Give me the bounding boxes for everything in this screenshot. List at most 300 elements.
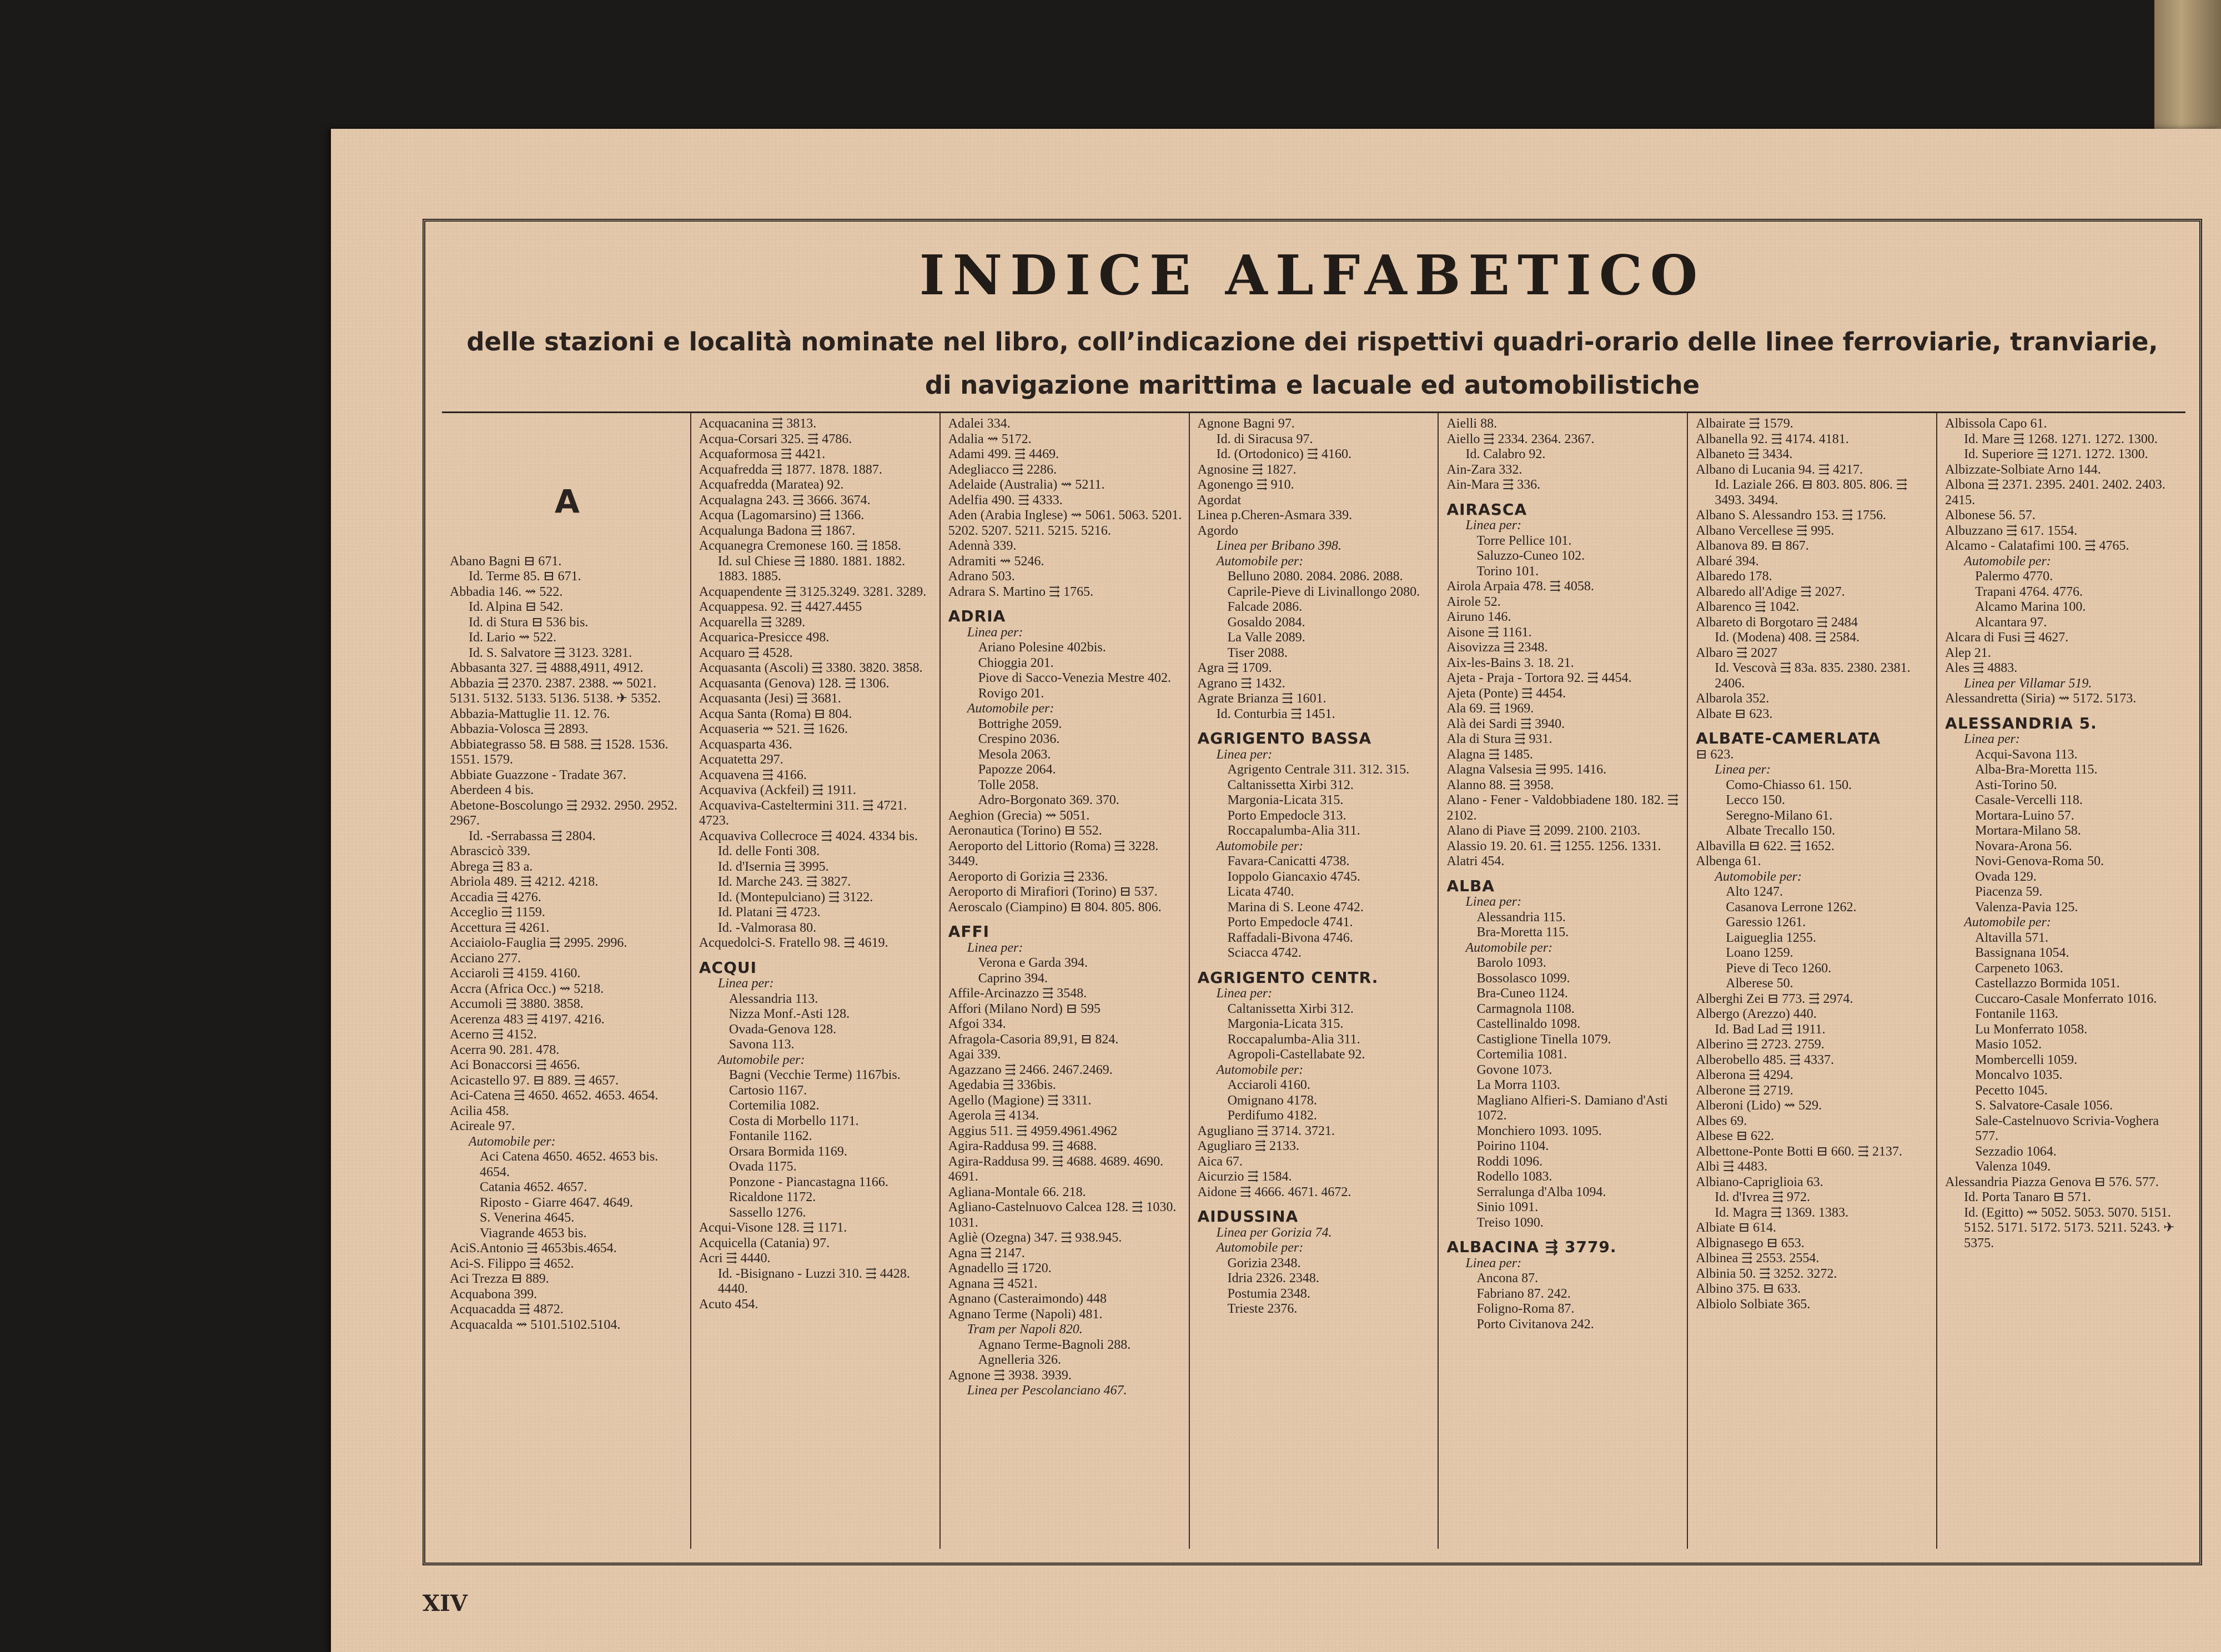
index-entry: Aicurzio ⇶ 1584. [1197, 1169, 1292, 1184]
route-entry: Mombercelli 1059. [1975, 1052, 2078, 1067]
route-entry: Novi-Genova-Roma 50. [1975, 854, 2104, 868]
route-entry: Catania 4652. 4657. [480, 1180, 587, 1194]
index-entry: Agordat [1197, 493, 1242, 508]
route-entry: Mortara-Luino 57. [1975, 808, 2074, 823]
route-entry: Piacenza 59. [1975, 885, 2043, 899]
index-entry: Albano Vercellese ⇶ 995. [1696, 523, 1835, 538]
index-entry: Agliè (Ozegna) 347. ⇶ 938.945. [948, 1231, 1122, 1245]
route-entry: Porto Empedocle 313. [1227, 808, 1346, 823]
index-entry: Albissola Capo 61. [1945, 416, 2047, 431]
route-entry: Agnelleria 326. [978, 1353, 1062, 1367]
index-entry: Acicastello 97. ⊟ 889. ⇶ 4657. [450, 1073, 619, 1088]
index-entry: Id. Porta Tanaro ⊟ 571. [1964, 1190, 2091, 1204]
index-entry: Abbazia-Volosca ⇶ 2893. [450, 722, 589, 736]
route-entry: Bagni (Vecchie Terme) 1167bis. [728, 1068, 901, 1082]
index-entry: Acquarella ⇶ 3289. [699, 615, 806, 630]
index-column [442, 413, 691, 1549]
index-entry: Adalia ⇝ 5172. [948, 431, 1032, 446]
sub-label: Linea per Villamar 519. [1964, 676, 2092, 691]
index-entry: Alatri 454. [1446, 854, 1505, 868]
sub-label: Automobile per: [469, 1134, 556, 1149]
index-entry: Albi ⇶ 4483. [1696, 1159, 1768, 1174]
index-entry: Acquaro ⇶ 4528. [699, 645, 793, 660]
route-entry: Falcade 2086. [1227, 600, 1303, 614]
index-entry: Id. d'Ivrea ⇶ 972. [1715, 1190, 1811, 1204]
index-entry: Albanella 92. ⇶ 4174. 4181. [1696, 431, 1849, 446]
route-entry: Acqui-Savona 113. [1975, 747, 2078, 762]
index-entry: Id. (Ortodonico) ⇶ 4160. [1216, 447, 1351, 461]
route-entry: Valenza-Pavia 125. [1975, 900, 2078, 915]
route-entry: Costa di Morbello 1171. [728, 1113, 859, 1128]
route-entry: Sale-Castelnuovo Scrivia-Voghera 577. [1975, 1113, 2159, 1143]
sub-label: Automobile per: [1964, 915, 2051, 930]
sub-label: Automobile per: [1216, 554, 1304, 569]
route-entry: Acciaroli 4160. [1227, 1078, 1310, 1092]
sub-label: Linea per: [1216, 747, 1273, 762]
index-entry: Acqua Santa (Roma) ⊟ 804. [699, 706, 852, 721]
route-entry: Savona 113. [728, 1037, 795, 1052]
index-entry: Airola Arpaia 478. ⇶ 4058. [1446, 579, 1594, 594]
route-entry: Roccapalumba-Alia 311. [1227, 824, 1360, 838]
index-entry: Id. sul Chiese ⇶ 1880. 1881. 1882. 1883. 1885. [717, 554, 906, 584]
index-entry: Aeroporto del Littorio (Roma) ⇶ 3228. 3449. [948, 838, 1159, 868]
route-entry: Saluzzo-Cuneo 102. [1476, 549, 1585, 563]
sub-label: Automobile per: [967, 701, 1054, 716]
index-entry: Agira-Raddusa 99. ⇶ 4688. [948, 1139, 1097, 1153]
index-entry: Abriola 489. ⇶ 4212. 4218. [450, 875, 599, 889]
sub-label: Automobile per: [1964, 554, 2051, 569]
index-entry: Acquicella (Catania) 97. [699, 1236, 830, 1251]
index-entry: Aisone ⇶ 1161. [1446, 625, 1532, 640]
index-entry: Aci Trezza ⊟ 889. [450, 1272, 549, 1286]
index-entry: Acquapendente ⇶ 3125.3249. 3281. 3289. [699, 584, 927, 599]
route-entry: Cortemilia 1081. [1476, 1047, 1567, 1062]
index-entry: Albonese 56. 57. [1945, 508, 2036, 523]
index-entry: Acquavena ⇶ 4166. [699, 767, 807, 782]
index-entry: Adami 499. ⇶ 4469. [948, 447, 1059, 461]
index-entry: Acerra 90. 281. 478. [450, 1042, 560, 1057]
index-entry: Accadia ⇶ 4276. [450, 890, 541, 905]
index-entry: Agonengo ⇶ 910. [1197, 478, 1294, 492]
index-entry: Acquafredda (Maratea) 92. [699, 478, 844, 492]
index-entry: Acqualagna 243. ⇶ 3666. 3674. [699, 493, 871, 508]
index-entry: Albuzzano ⇶ 617. 1554. [1945, 523, 2078, 538]
index-entry: Acerno ⇶ 4152. [450, 1027, 537, 1042]
sub-label: Linea per: [1465, 1256, 1522, 1271]
route-entry: Barolo 1093. [1476, 956, 1546, 970]
route-entry: Margonia-Licata 315. [1227, 1017, 1344, 1031]
index-entry: Ales ⇶ 4883. [1945, 661, 2018, 675]
index-column [1439, 413, 1688, 1549]
index-entry: Aica 67. [1197, 1154, 1243, 1169]
route-entry: Alberese 50. [1726, 976, 1793, 991]
index-column [941, 413, 1190, 1549]
index-entry: Albiano-Capriglioia 63. [1696, 1174, 1823, 1189]
route-entry: Novara-Arona 56. [1975, 838, 2072, 853]
index-entry: Aiello ⇶ 2334. 2364. 2367. [1446, 431, 1595, 446]
route-entry: Orsara Bormida 1169. [728, 1144, 847, 1159]
sub-label: Linea per: [1715, 762, 1771, 777]
index-entry: Acqualunga Badona ⇶ 1867. [699, 523, 856, 538]
index-entry: Agedabia ⇶ 336bis. [948, 1078, 1056, 1092]
index-entry: Albanova 89. ⊟ 867. [1696, 539, 1809, 553]
index-entry: Albona ⇶ 2371. 2395. 2401. 2402. 2403. 2415. [1945, 478, 2165, 508]
route-entry: Caprino 394. [978, 971, 1048, 986]
sub-label: Linea per: [717, 976, 774, 991]
index-entry: Acquacadda ⇶ 4872. [450, 1302, 564, 1317]
index-entry: Albareto di Borgotaro ⇶ 2484 [1696, 615, 1858, 630]
sub-label: Automobile per: [717, 1052, 805, 1067]
route-entry: Ancona 87. [1476, 1271, 1539, 1286]
route-entry: Castellinaldo 1098. [1476, 1017, 1581, 1031]
index-entry: Alcara di Fusi ⇶ 4627. [1945, 630, 2069, 645]
index-entry: Id. Calabro 92. [1465, 447, 1546, 461]
index-entry: Id. -Bisignano - Luzzi 310. ⇶ 4428. 4440. [717, 1266, 910, 1296]
index-entry: Alberona ⇶ 4294. [1696, 1068, 1793, 1082]
route-entry: Torino 101. [1476, 564, 1539, 579]
sub-label: Linea per: [1465, 518, 1522, 533]
route-entry: Adro-Borgonato 369. 370. [978, 793, 1119, 807]
index-entry: Ain-Zara 332. [1446, 462, 1522, 477]
route-entry: Nizza Monf.-Asti 128. [728, 1007, 850, 1021]
index-entry: Agnosine ⇶ 1827. [1197, 462, 1297, 477]
city-heading: AGRIGENTO CENTR. [1197, 968, 1379, 987]
route-entry: Bossolasco 1099. [1476, 971, 1570, 986]
index-entry: Agugliano ⇶ 3714. 3721. [1197, 1123, 1335, 1138]
index-entry: Abbadia 146. ⇝ 522. [450, 584, 563, 599]
index-entry: Albergo (Arezzo) 440. [1696, 1007, 1817, 1021]
index-entry: Albaro ⇶ 2027 [1696, 645, 1778, 660]
route-entry: Como-Chiasso 61. 150. [1726, 777, 1852, 792]
sub-label: Automobile per: [1216, 838, 1304, 853]
city-heading: AFFI [948, 922, 990, 941]
index-entry: Alberobello 485. ⇶ 4337. [1696, 1052, 1835, 1067]
index-entry: Id. Magra ⇶ 1369. 1383. [1715, 1205, 1849, 1220]
route-entry: Caltanissetta Xirbi 312. [1227, 1001, 1354, 1016]
index-entry: Abbazia-Mattuglie 11. 12. 76. [450, 706, 610, 721]
index-entry: Ajeta - Praja - Tortora 92. ⇶ 4454. [1446, 671, 1632, 685]
index-entry: Acilia 458. [450, 1103, 509, 1118]
index-entry: Acciaiolo-Fauglia ⇶ 2995. 2996. [450, 936, 627, 950]
route-entry: Pecetto 1045. [1975, 1083, 2048, 1098]
route-entry: Ovada 1175. [728, 1159, 797, 1174]
sub-label: Automobile per: [1715, 869, 1802, 884]
index-entry: Id. Laziale 266. ⊟ 803. 805. 806. ⇶ 3493. 3494. [1715, 478, 1908, 508]
route-entry: Crespino 2036. [978, 732, 1060, 746]
index-entry: Id. delle Fonti 308. [717, 844, 820, 858]
index-entry: Albaredo 178. [1696, 569, 1772, 584]
index-entry: Albate ⊟ 623. [1696, 706, 1773, 721]
index-entry: Alberghi Zei ⊟ 773. ⇶ 2974. [1696, 991, 1853, 1006]
index-entry: Acquappesa. 92. ⇶ 4427.4455 [699, 600, 862, 614]
route-entry: Tiser 2088. [1227, 645, 1288, 660]
route-entry: Agnano Terme-Bagnoli 288. [978, 1337, 1131, 1352]
index-entry: Agello (Magione) ⇶ 3311. [948, 1093, 1092, 1108]
route-entry: Alcamo Marina 100. [1975, 600, 2086, 614]
index-entry: Acquedolci-S. Fratello 98. ⇶ 4619. [699, 936, 888, 950]
index-entry: Aci Bonaccorsi ⇶ 4656. [450, 1058, 580, 1072]
city-heading: ACQUI [699, 958, 757, 977]
route-entry: Piove di Sacco-Venezia Mestre 402. [978, 671, 1171, 685]
index-entry: Albino 375. ⊟ 633. [1696, 1282, 1801, 1296]
index-entry: Aberdeen 4 bis. [450, 783, 534, 797]
route-entry: Ariano Polesine 402bis. [978, 640, 1106, 655]
index-entry: Aggius 511. ⇶ 4959.4961.4962 [948, 1123, 1118, 1138]
index-entry: Acquatetta 297. [699, 752, 783, 767]
index-entry: Id. Vescovà ⇶ 83a. 835. 2380. 2381. 2406. [1715, 661, 1911, 691]
index-entry: Id. Marche 243. ⇶ 3827. [717, 875, 851, 889]
index-entry: Agrate Brianza ⇶ 1601. [1197, 691, 1326, 706]
route-entry: Fontanile 1163. [1975, 1007, 2058, 1021]
city-heading: AIRASCA [1446, 500, 1527, 519]
index-entry: Ain-Mara ⇶ 336. [1446, 478, 1541, 492]
index-entry: Agnano Terme (Napoli) 481. [948, 1307, 1103, 1322]
index-entry: Adramiti ⇝ 5246. [948, 554, 1044, 569]
index-entry: Ajeta (Ponte) ⇶ 4454. [1446, 686, 1566, 701]
route-entry: Porto Empedocle 4741. [1227, 915, 1353, 930]
index-entry: Agliano-Castelnuovo Calcea 128. ⇶ 1030. 1031. [948, 1200, 1177, 1230]
route-entry: Margonia-Licata 315. [1227, 793, 1344, 807]
index-entry: Acquasanta (Jesi) ⇶ 3681. [699, 691, 841, 706]
index-entry: Acciaroli ⇶ 4159. 4160. [450, 966, 581, 981]
index-entry: Alessandretta (Siria) ⇝ 5172. 5173. [1945, 691, 2137, 706]
index-entry: Albinea ⇶ 2553. 2554. [1696, 1251, 1820, 1266]
route-entry: Lecco 150. [1726, 793, 1785, 807]
index-entry: Albano di Lucania 94. ⇶ 4217. [1696, 462, 1863, 477]
index-entry: Afgoi 334. [948, 1017, 1006, 1031]
index-entry: Ala di Stura ⇶ 931. [1446, 732, 1552, 746]
sub-label: Linea per Gorizia 74. [1216, 1225, 1332, 1240]
index-entry: Acquabona 399. [450, 1287, 537, 1302]
route-entry: Trieste 2376. [1227, 1302, 1298, 1316]
index-entry: Abbasanta 327. ⇶ 4888,4911, 4912. [450, 661, 644, 675]
sub-label: Automobile per: [1216, 1241, 1304, 1255]
index-entry: Id. Alpina ⊟ 542. [469, 600, 564, 614]
route-entry: Postumia 2348. [1227, 1286, 1310, 1301]
route-entry: Fontanile 1162. [728, 1129, 812, 1143]
index-entry: Albairate ⇶ 1579. [1696, 416, 1793, 431]
route-entry: Bottrighe 2059. [978, 716, 1062, 731]
route-entry: Sinio 1091. [1476, 1200, 1539, 1214]
index-entry: Accumoli ⇶ 3880. 3858. [450, 997, 584, 1011]
index-entry: Id. Platani ⇶ 4723. [717, 905, 821, 920]
route-entry: Marina di S. Leone 4742. [1227, 900, 1364, 915]
route-entry: Caprile-Pieve di Livinallongo 2080. [1227, 584, 1420, 599]
city-heading: ALBATE-CAMERLATA [1696, 729, 1881, 747]
index-page [331, 129, 2221, 1652]
index-entry: Albizzate-Solbiate Arno 144. [1945, 462, 2101, 477]
route-entry: Treiso 1090. [1476, 1215, 1544, 1230]
index-entry: Acquaviva-Casteltermini 311. ⇶ 4721. 4723. [699, 798, 907, 828]
city-heading: ALESSANDRIA 5. [1945, 714, 2097, 732]
section-letter: A [554, 483, 580, 520]
route-entry: Agropoli-Castellabate 92. [1227, 1047, 1365, 1062]
index-entry: Aix-les-Bains 3. 18. 21. [1446, 655, 1574, 670]
index-entry: Acquarica-Presicce 498. [699, 630, 830, 645]
index-entry: Alà dei Sardi ⇶ 3940. [1446, 716, 1565, 731]
index-entry: Acquasanta (Genova) 128. ⇶ 1306. [699, 676, 890, 691]
index-entry: Albaneto ⇶ 3434. [1696, 447, 1793, 461]
index-entry: Acquanegra Cremonese 160. ⇶ 1858. [699, 539, 901, 553]
index-entry: Acquasanta (Ascoli) ⇶ 3380. 3820. 3858. [699, 661, 923, 675]
route-entry: Rodello 1083. [1476, 1169, 1552, 1184]
index-entry: Id. di Siracusa 97. [1216, 431, 1313, 446]
index-entry: Aden (Arabia Inglese) ⇝ 5061. 5063. 5201. 5202. 5207. 5211. 5215. 5216. [948, 508, 1182, 538]
route-entry: Riposto - Giarre 4647. 4649. [480, 1195, 633, 1210]
index-entry: Agliana-Montale 66. 218. [948, 1184, 1086, 1199]
route-entry: Torre Pellice 101. [1476, 533, 1572, 548]
page-frame [423, 219, 2202, 1565]
route-entry: Moncalvo 1035. [1975, 1068, 2063, 1082]
index-entry: Albiolo Solbiate 365. [1696, 1297, 1811, 1312]
index-entry: Abrega ⇶ 83 a. [450, 859, 533, 874]
route-entry: Seregno-Milano 61. [1726, 808, 1833, 823]
index-entry: Agnana ⇶ 4521. [948, 1276, 1038, 1291]
sub-label: Automobile per: [1465, 940, 1553, 955]
index-entry: Acquaseria ⇝ 521. ⇶ 1626. [699, 722, 848, 736]
route-entry: Foligno-Roma 87. [1476, 1302, 1575, 1316]
index-column [1190, 413, 1439, 1549]
route-entry: S. Venerina 4645. [480, 1211, 575, 1225]
index-entry: Aci-Catena ⇶ 4650. 4652. 4653. 4654. [450, 1088, 659, 1103]
index-entry: Acceglio ⇶ 1159. [450, 905, 545, 920]
route-entry: Roddi 1096. [1476, 1154, 1543, 1169]
route-entry: Sciacca 4742. [1227, 946, 1302, 960]
index-entry: Adrano 503. [948, 569, 1015, 584]
index-entry: Acri ⇶ 4440. [699, 1251, 771, 1266]
index-entry: Agai 339. [948, 1047, 1001, 1062]
index-entry: Linea p.Cheren-Asmara 339. [1197, 508, 1353, 523]
sub-label: Linea per: [1465, 895, 1522, 909]
index-entry: Abetone-Boscolungo ⇶ 2932. 2950. 2952. 2967. [450, 798, 678, 828]
route-entry: Ovada 129. [1975, 869, 2037, 884]
index-entry: Id. Mare ⇶ 1268. 1271. 1272. 1300. [1964, 431, 2158, 446]
index-entry: Alessandria Piazza Genova ⊟ 576. 577. [1945, 1174, 2159, 1189]
route-entry: Roccapalumba-Alia 311. [1227, 1032, 1360, 1047]
route-entry: Loano 1259. [1726, 946, 1793, 960]
sub-label: Tram per Napoli 820. [967, 1322, 1083, 1337]
route-entry: Govone 1073. [1476, 1062, 1552, 1077]
index-entry: Alberino ⇶ 2723. 2759. [1696, 1037, 1825, 1052]
index-entry: Alep 21. [1945, 645, 1991, 660]
route-entry: Raffadali-Bivona 4746. [1227, 930, 1353, 945]
route-entry: Fabriano 87. 242. [1476, 1286, 1571, 1301]
city-heading: ALBACINA ⇶ 3779. [1446, 1238, 1617, 1256]
index-entry: Accettura ⇶ 4261. [450, 920, 550, 935]
route-entry: Casanova Lerrone 1262. [1726, 900, 1857, 915]
index-entry: Albinia 50. ⇶ 3252. 3272. [1696, 1266, 1837, 1281]
index-entry: Acquafredda ⇶ 1877. 1878. 1887. [699, 462, 882, 477]
index-entry: Albaredo all'Adige ⇶ 2027. [1696, 584, 1845, 599]
route-entry: Alcantara 97. [1975, 615, 2047, 630]
route-entry: Carpeneto 1063. [1975, 961, 2063, 976]
route-entry: Agrigento Centrale 311. 312. 315. [1227, 762, 1410, 777]
index-entry: Id. S. Salvatore ⇶ 3123. 3281. [469, 645, 632, 660]
index-entry: Agira-Raddusa 99. ⇶ 4688. 4689. 4690. 4691. [948, 1154, 1164, 1184]
index-entry: Accra (Africa Occ.) ⇝ 5218. [450, 981, 604, 996]
route-entry: Masio 1052. [1975, 1037, 2042, 1052]
index-entry: Id. Bad Lad ⇶ 1911. [1715, 1022, 1826, 1037]
index-column [691, 413, 941, 1549]
city-heading: ADRIA [948, 607, 1006, 625]
index-entry: Alcamo - Calatafimi 100. ⇶ 4765. [1945, 539, 2129, 553]
index-entry: Agra ⇶ 1709. [1197, 661, 1272, 675]
index-entry: Agnone ⇶ 3938. 3939. [948, 1368, 1072, 1383]
route-entry: Papozze 2064. [978, 762, 1056, 777]
index-entry: Acquaviva (Ackfeil) ⇶ 1911. [699, 783, 856, 797]
index-entry: Airole 52. [1446, 594, 1501, 609]
route-entry: Ioppolo Giancaxio 4745. [1227, 869, 1360, 884]
index-entry: Alanno 88. ⇶ 3958. [1446, 777, 1554, 792]
index-entry: Abbazia ⇶ 2370. 2387. 2388. ⇝ 5021. 5131. 5132. 5133. 5136. 5138. ✈ 5352. [450, 676, 661, 706]
route-entry: Sezzadio 1064. [1975, 1144, 2057, 1159]
route-entry: Chioggia 201. [978, 655, 1054, 670]
route-entry: Alba-Bra-Moretta 115. [1975, 762, 2098, 777]
route-entry: Bassignana 1054. [1975, 946, 2069, 960]
index-entry: Abbiate Guazzone - Tradate 367. [450, 767, 626, 782]
route-entry: Alessandria 113. [728, 991, 818, 1006]
index-entry: Albano S. Alessandro 153. ⇶ 1756. [1696, 508, 1887, 523]
index-entry: Id. Terme 85. ⊟ 671. [469, 569, 581, 584]
index-entry: Aci-S. Filippo ⇶ 4652. [450, 1256, 574, 1271]
route-entry: Caltanissetta Xirbi 312. [1227, 777, 1354, 792]
sub-label: Automobile per: [1216, 1062, 1304, 1077]
route-entry: Gosaldo 2084. [1227, 615, 1305, 630]
route-entry: Lu Monferrato 1058. [1975, 1022, 2088, 1037]
route-entry: Casale-Vercelli 118. [1975, 793, 2083, 807]
index-entry: AciS.Antonio ⇶ 4653bis.4654. [450, 1241, 617, 1256]
route-entry: Ricaldone 1172. [728, 1190, 816, 1204]
index-entry: Agerola ⇶ 4134. [948, 1108, 1039, 1123]
index-entry: Acquaformosa ⇶ 4421. [699, 447, 826, 461]
index-entry: Id. d'Isernia ⇶ 3995. [717, 859, 829, 874]
route-entry: Castellazzo Bormida 1051. [1975, 976, 2120, 991]
index-entry: Alano di Piave ⇶ 2099. 2100. 2103. [1446, 824, 1641, 838]
index-entry: Albettone-Ponte Botti ⊟ 660. ⇶ 2137. [1696, 1144, 1902, 1159]
index-entry: Albiate ⊟ 614. [1696, 1221, 1777, 1235]
index-entry: Id. (Montepulciano) ⇶ 3122. [717, 890, 873, 905]
city-heading: ALBA [1446, 876, 1495, 895]
index-entry: Affori (Milano Nord) ⊟ 595 [948, 1001, 1101, 1016]
route-entry: La Morra 1103. [1476, 1078, 1560, 1092]
index-columns [442, 411, 2185, 1549]
index-entry: Adrara S. Martino ⇶ 1765. [948, 584, 1094, 599]
route-entry: Aci Catena 4650. 4652. 4653 bis. 4654. [480, 1149, 659, 1179]
index-entry: Agrano ⇶ 1432. [1197, 676, 1285, 691]
index-entry: Acerenza 483 ⇶ 4197. 4216. [450, 1012, 605, 1027]
index-entry: Id. -Valmorasa 80. [717, 920, 817, 935]
index-entry: Acireale 97. [450, 1119, 515, 1133]
city-heading: AIDUSSINA [1197, 1207, 1299, 1226]
route-entry: Cuccaro-Casale Monferrato 1016. [1975, 991, 2157, 1006]
sub-label: Linea per: [1216, 986, 1273, 1001]
route-entry: Verona e Garda 394. [978, 956, 1088, 970]
sub-label: Linea per Pescolanciano 467. [967, 1383, 1127, 1398]
index-entry: Albese ⊟ 622. [1696, 1129, 1775, 1143]
index-entry: Acqua (Lagomarsino) ⇶ 1366. [699, 508, 865, 523]
index-entry: Abrascicò 339. [450, 844, 531, 858]
index-column [1688, 413, 1937, 1549]
index-entry: Aeroporto di Mirafiori (Torino) ⊟ 537. [948, 885, 1158, 899]
index-entry: Afragola-Casoria 89,91, ⊟ 824. [948, 1032, 1119, 1047]
index-entry: Aeroporto di Gorizia ⇶ 2336. [948, 869, 1108, 884]
page-title: INDICE ALFABETICO [919, 244, 1706, 308]
route-entry: Poirino 1104. [1476, 1139, 1549, 1153]
index-entry: Adegliacco ⇶ 2286. [948, 462, 1057, 477]
route-entry: Valenza 1049. [1975, 1159, 2051, 1174]
route-entry: S. Salvatore-Casale 1056. [1975, 1098, 2113, 1113]
index-entry: Adelfia 490. ⇶ 4333. [948, 493, 1063, 508]
